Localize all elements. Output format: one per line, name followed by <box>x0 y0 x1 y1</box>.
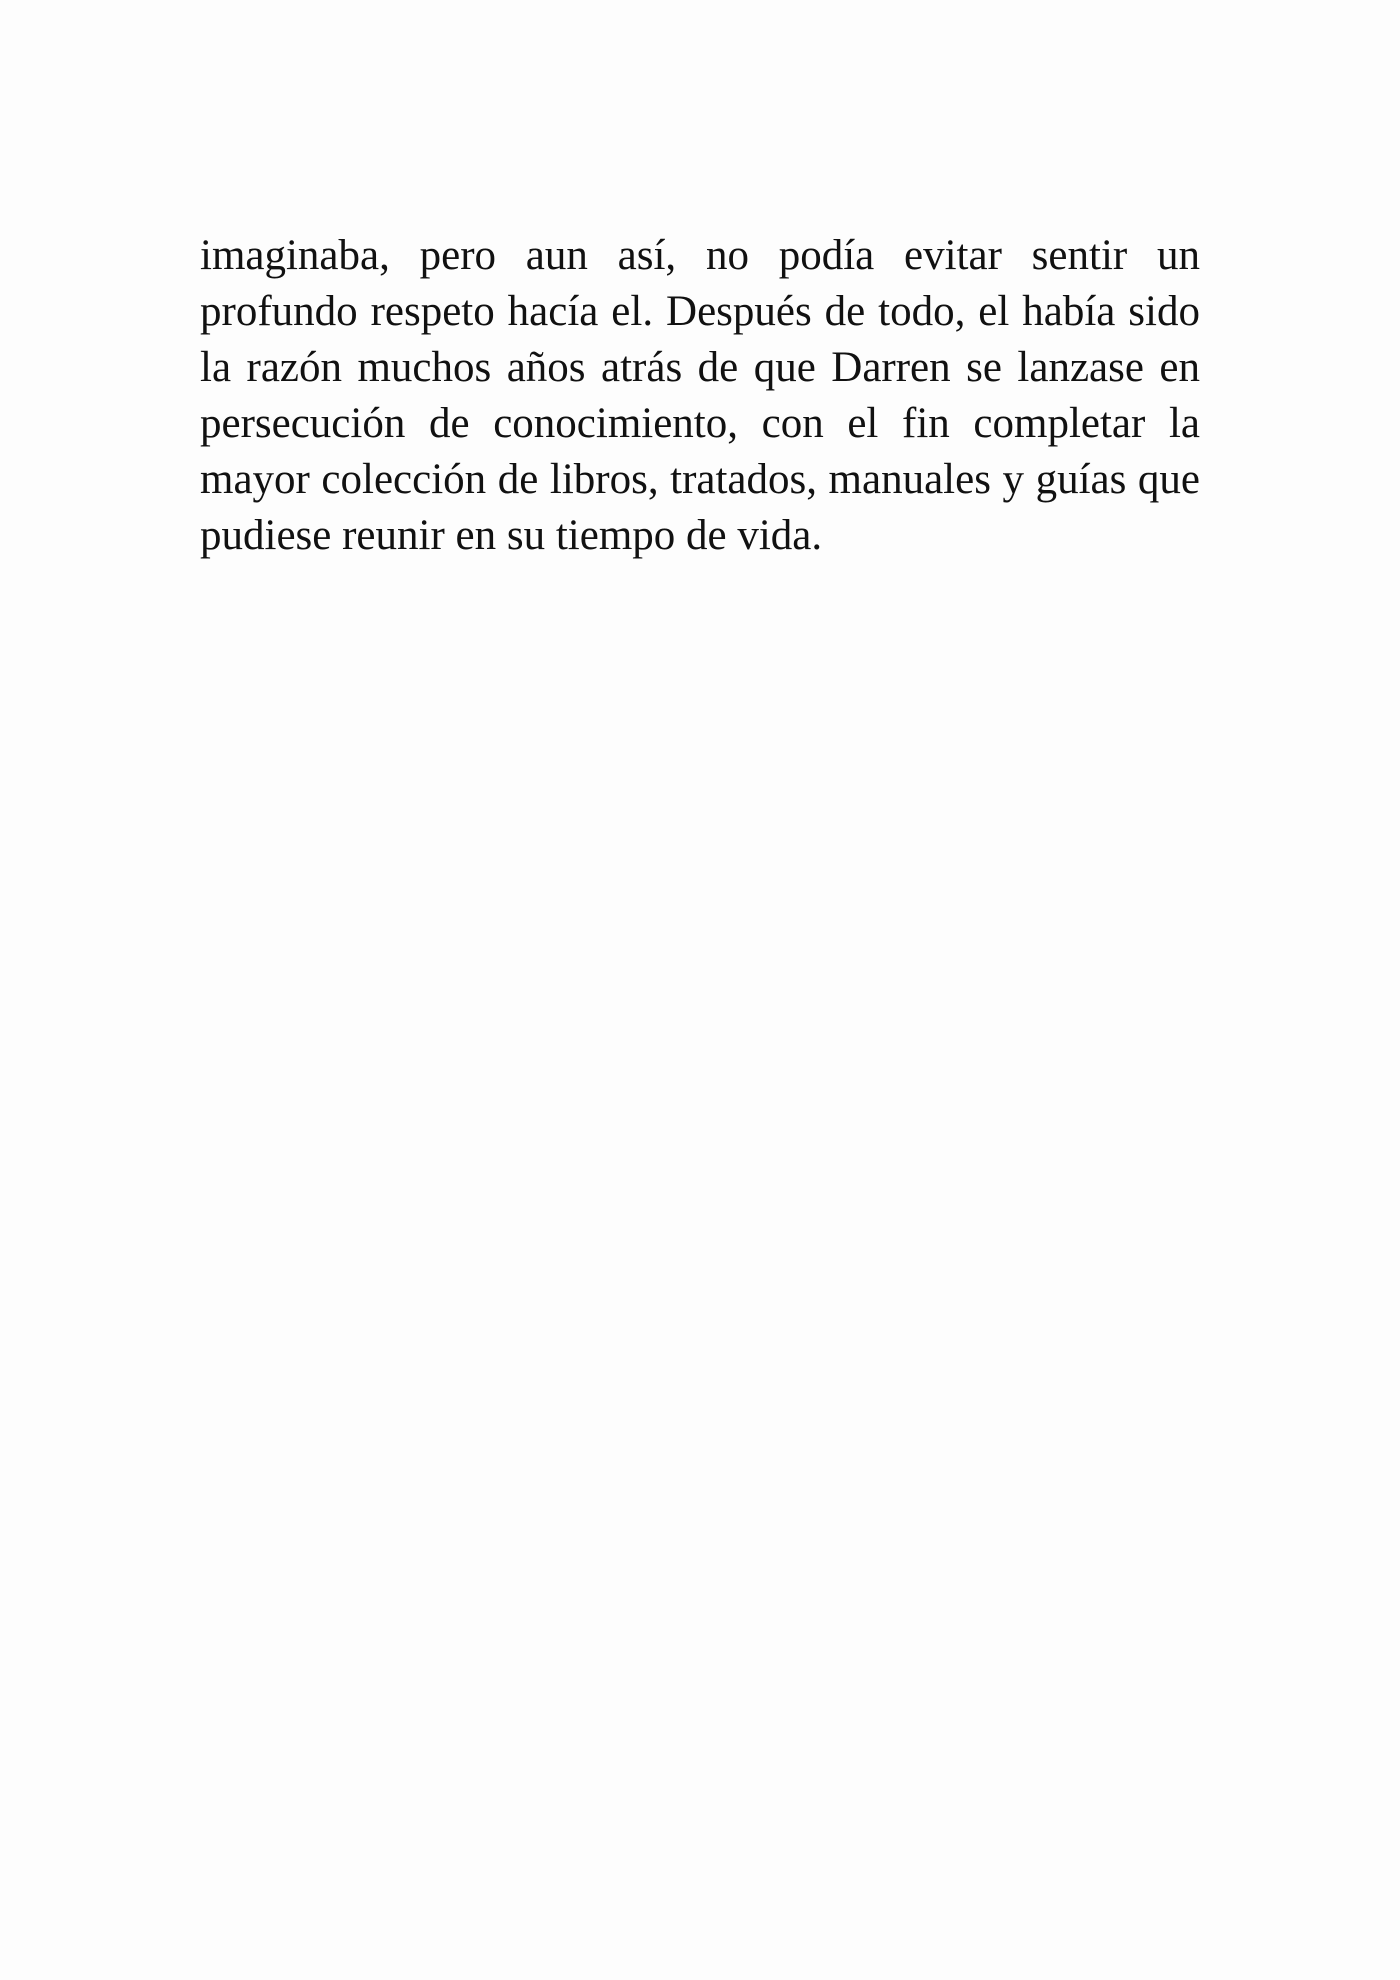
body-paragraph <box>200 228 1200 564</box>
paragraph-line-4: persecución de conocimiento, con el fin completar la <box>200 400 1200 447</box>
paragraph-line-1: imaginaba, pero aun así, no podía evitar sentir un <box>200 232 1200 279</box>
paragraph-line-3: la razón muchos años atrás de que Darren se lanzase en <box>200 344 1200 391</box>
paragraph-line-2: profundo respeto hacía el. Después de todo, el había sido <box>200 288 1200 335</box>
paragraph-line-5: mayor colección de libros, tratados, manuales y guías que <box>200 456 1200 503</box>
paragraph-line-6: pudiese reunir en su tiempo de vida. <box>200 512 823 559</box>
